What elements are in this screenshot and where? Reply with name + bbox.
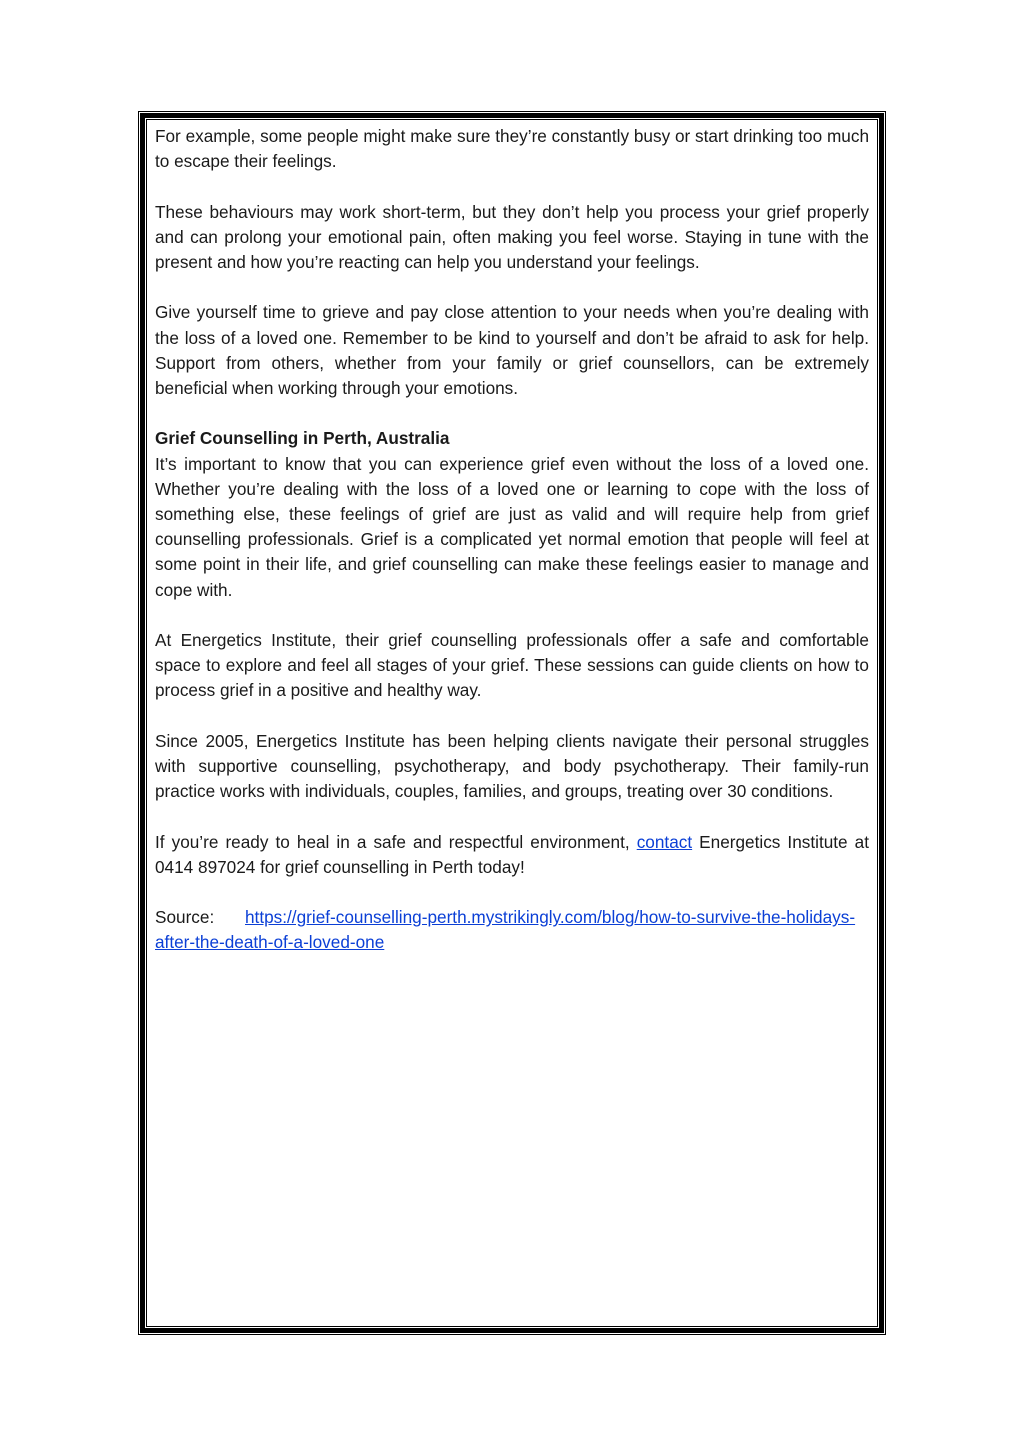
source-label: Source: <box>155 907 215 928</box>
paragraph-source <box>155 905 869 955</box>
paragraph-contact <box>155 830 869 880</box>
paragraph-busy-drinking: For example, some people might make sure they’re constantly busy or start drinking too much to escape their feelings. <box>155 126 869 172</box>
paragraph-short-term-behaviours: These behaviours may work short-term, but they don’t help you process your grief properly and can prolong your emotional pain, often making you feel worse. Staying in tune with the present and how you’re reacting can help you understand your feelings. <box>155 201 869 272</box>
document-body <box>155 124 869 981</box>
contact-text-before: If you’re ready to heal in a safe and respectful environment, <box>155 831 637 852</box>
contact-text-after: Energetics Institute at 0414 897024 for grief counselling in Perth today! <box>155 831 869 877</box>
paragraph-since-2005: Since 2005, Energetics Institute has been helping clients navigate their personal struggles with supportive counselling, psychotherapy, and body psychotherapy. Their family-run practice works with individuals, couples, families, and groups, treating over 30 conditions. <box>155 730 869 802</box>
paragraph-energetics-professionals: At Energetics Institute, their grief counselling professionals offer a safe and comfortable space to explore and feel all stages of your grief. These sessions can guide clients on how to process grief in a positive and healthy way. <box>155 630 869 701</box>
source-link[interactable]: https://grief-counselling-perth.mystrikingly.com/blog/how-to-survive-the-holidays-after-the-death-of-a-loved-one <box>155 907 856 953</box>
paragraph-give-yourself-time: Give yourself time to grieve and pay close attention to your needs when you’re dealing with the loss of a loved one. Remember to be kind to yourself and don’t be afraid to ask for help. Support from others, whether from your family or grief counsellors, can be extremely beneficial when working through your emotions. <box>155 302 869 398</box>
section-grief-counselling <box>155 426 869 602</box>
section-heading: Grief Counselling in Perth, Australia <box>155 428 450 449</box>
paragraph-grief-without-loss: It’s important to know that you can experience grief even without the loss of a loved one. Whether you’re dealing with the loss of a loved one or learning to cope with the loss of something else, these feelings of grief are just as valid and will require help from grief counselling professionals. Grief is a complicated yet normal emotion that people will feel at some point in their life, and grief counselling can make these feelings easier to manage and cope with. <box>155 453 869 600</box>
contact-link[interactable]: contact <box>636 831 693 852</box>
